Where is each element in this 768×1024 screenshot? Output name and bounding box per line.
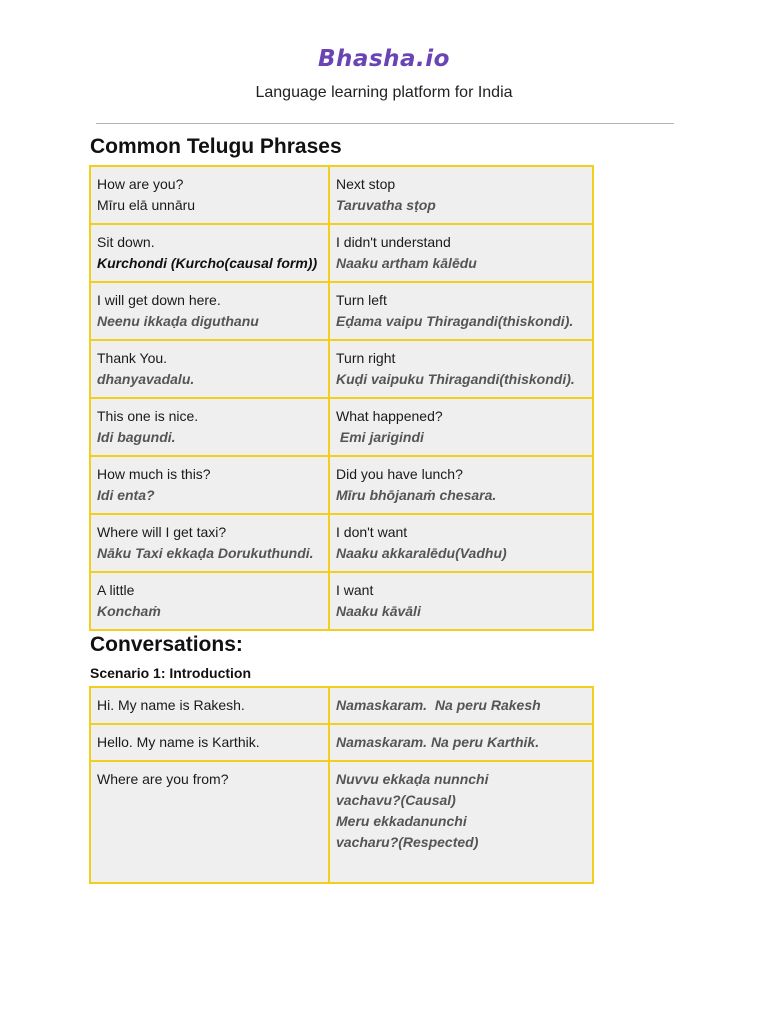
divider	[96, 123, 674, 124]
phrase-cell	[90, 224, 329, 282]
table-row	[90, 724, 593, 761]
english-line: Hello. My name is Karthik.	[97, 734, 260, 750]
telugu-phrase: Eḍama vaipu Thiragandi(thiskondi).	[336, 313, 574, 329]
table-row	[90, 761, 593, 883]
phrase-cell	[329, 572, 593, 630]
table-row	[90, 687, 593, 724]
phrase-cell	[90, 572, 329, 630]
phrase-cell	[90, 282, 329, 340]
telugu-line: Nuvvu ekkaḍa nunnchi	[336, 771, 489, 787]
english-phrase: How are you?	[97, 176, 184, 192]
english-phrase: Sit down.	[97, 234, 155, 250]
phrase-cell	[329, 398, 593, 456]
english-phrase: Thank You.	[97, 350, 168, 366]
telugu-phrase: dhanyavadalu.	[97, 371, 195, 387]
phrase-cell	[329, 224, 593, 282]
english-phrase: Where will I get taxi?	[97, 524, 227, 540]
table-row	[90, 282, 593, 340]
telugu-line: Namaskaram. Na peru Karthik.	[336, 734, 540, 750]
phrase-cell	[329, 340, 593, 398]
telugu-phrase: Mīru bhōjanaṁ chesara.	[336, 487, 497, 503]
telugu-phrase: Mīru elā unnāru	[97, 197, 196, 213]
telugu-phrase: Emi jarigindi	[336, 429, 424, 445]
phrase-cell	[329, 166, 593, 224]
phrase-cell	[90, 340, 329, 398]
phrase-cell	[90, 456, 329, 514]
phrase-cell	[90, 514, 329, 572]
telugu-line: Namaskaram. Na peru Rakesh	[336, 697, 541, 713]
english-phrase: I will get down here.	[97, 292, 221, 308]
telugu-phrase: Naaku artham kālēdu	[336, 255, 477, 271]
telugu-phrase: Naaku akkaralēdu(Vadhu)	[336, 545, 507, 561]
brand-logo: Bhasha.io	[318, 46, 450, 72]
table-row	[90, 224, 593, 282]
english-phrase: I don't want	[336, 524, 408, 540]
phrases-table	[89, 165, 594, 631]
conversation-cell	[329, 687, 593, 724]
english-phrase: Turn right	[336, 350, 396, 366]
section-title-phrases: Common Telugu Phrases	[90, 135, 342, 158]
telugu-phrase: Idi bagundi.	[97, 429, 176, 445]
english-line: Hi. My name is Rakesh.	[97, 697, 245, 713]
phrase-cell	[329, 456, 593, 514]
english-phrase: This one is nice.	[97, 408, 199, 424]
table-row	[90, 166, 593, 224]
phrase-cell	[90, 398, 329, 456]
english-phrase: What happened?	[336, 408, 443, 424]
conversation-cell	[90, 761, 329, 883]
conversation-cell	[329, 761, 593, 883]
english-phrase: Next stop	[336, 176, 396, 192]
phrase-cell	[329, 514, 593, 572]
telugu-phrase: Kuḍi vaipuku Thiragandi(thiskondi).	[336, 371, 575, 387]
tagline: Language learning platform for India	[255, 84, 513, 101]
telugu-line: Meru ekkadanunchi	[336, 813, 467, 829]
section-title-conversations: Conversations:	[90, 633, 243, 656]
telugu-line: vachavu?(Causal)	[336, 792, 456, 808]
english-phrase: A little	[97, 582, 135, 598]
table-row	[90, 340, 593, 398]
conversation-cell	[90, 724, 329, 761]
conversation-table	[89, 686, 594, 884]
table-row	[90, 572, 593, 630]
table-row	[90, 456, 593, 514]
english-phrase: I want	[336, 582, 374, 598]
telugu-phrase: Kurchondi (Kurcho(causal form))	[97, 255, 318, 271]
telugu-phrase: Naaku kāvāli	[336, 603, 421, 619]
english-phrase: How much is this?	[97, 466, 211, 482]
english-phrase: I didn't understand	[336, 234, 451, 250]
telugu-phrase: Taruvatha sṭop	[336, 197, 436, 213]
scenario-title: Scenario 1: Introduction	[90, 665, 252, 681]
table-row	[90, 398, 593, 456]
conversation-cell	[329, 724, 593, 761]
english-line: Where are you from?	[97, 771, 229, 787]
english-phrase: Turn left	[336, 292, 387, 308]
table-row	[90, 514, 593, 572]
phrase-cell	[329, 282, 593, 340]
conversation-cell	[90, 687, 329, 724]
telugu-phrase: Nāku Taxi ekkaḍa Dorukuthundi.	[97, 545, 314, 561]
telugu-phrase: Konchaṁ	[97, 603, 161, 619]
english-phrase: Did you have lunch?	[336, 466, 463, 482]
telugu-phrase: Idi enta?	[97, 487, 155, 503]
phrase-cell	[90, 166, 329, 224]
telugu-line: vacharu?(Respected)	[336, 834, 479, 850]
telugu-phrase: Neenu ikkaḍa diguthanu	[97, 313, 259, 329]
